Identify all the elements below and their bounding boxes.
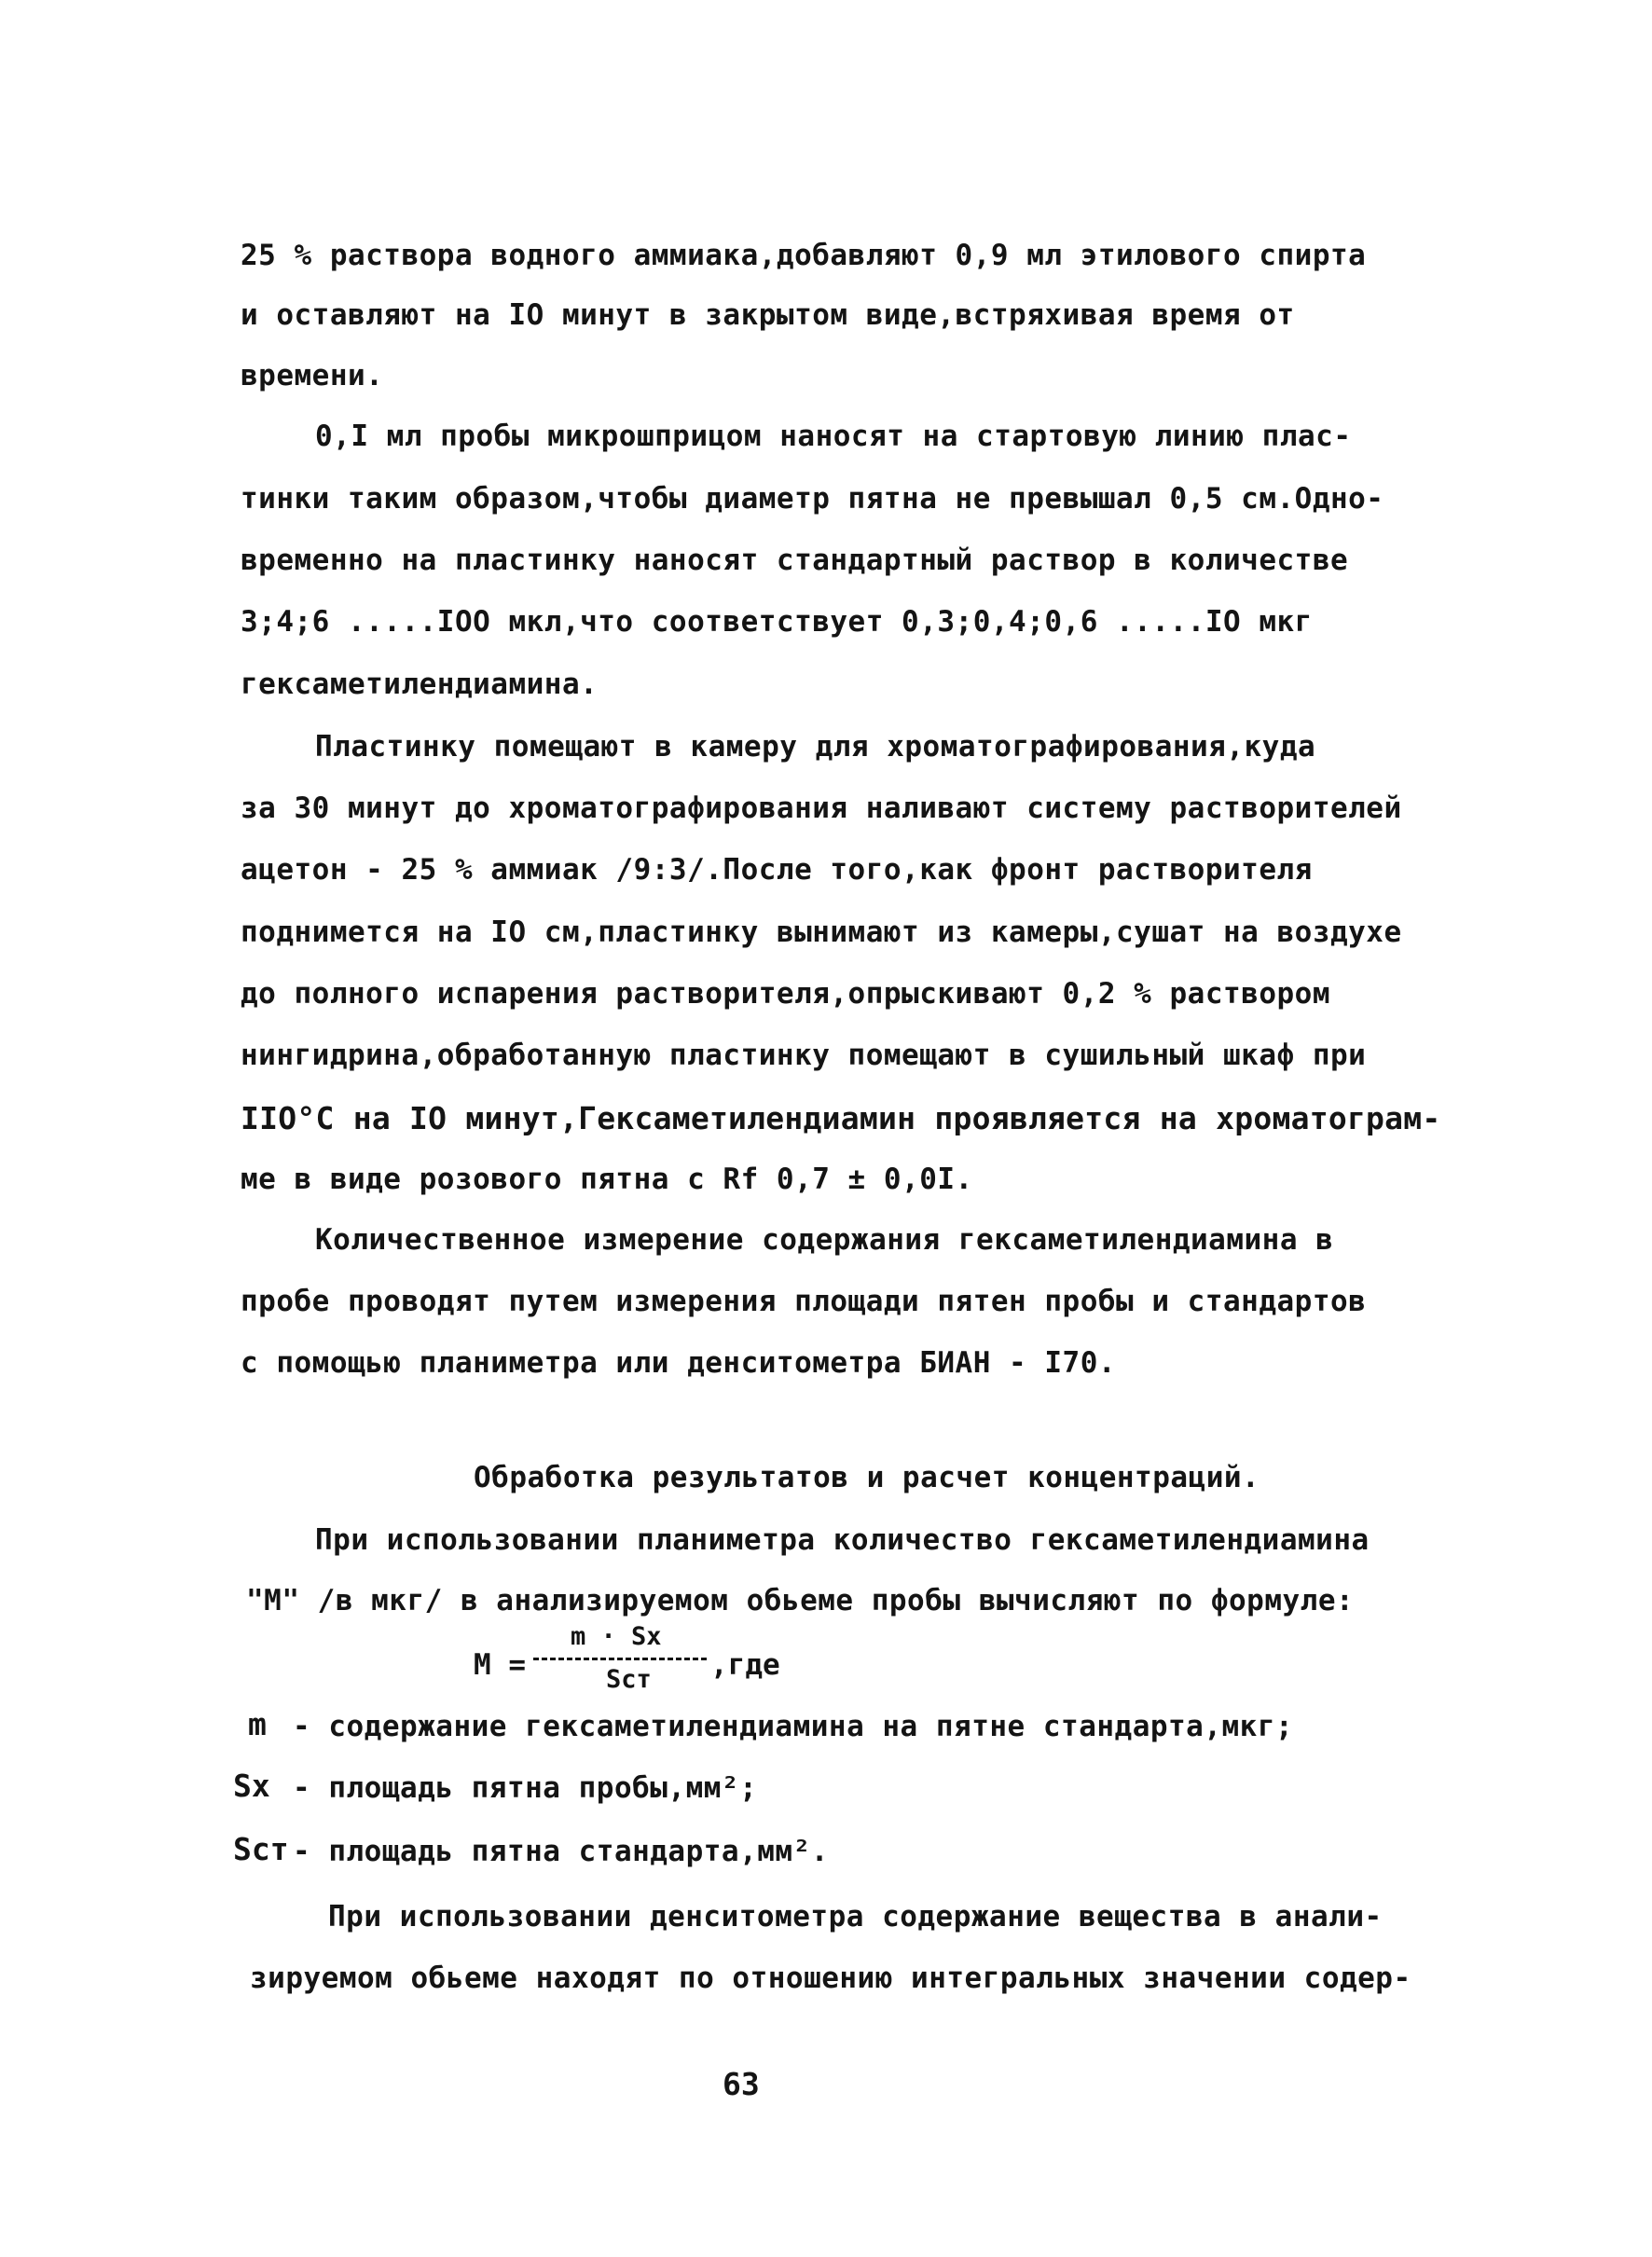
formula-denominator: Sст xyxy=(606,1665,652,1694)
legend-text-m: - содержание гексаметилендиамина на пятне стандарта,мкг; xyxy=(293,1710,1294,1743)
paragraph-2-line-2: тинки таким образом,чтобы диаметр пятна не превышал 0,5 см.Одно- xyxy=(241,482,1384,516)
paragraph-3-line-4: поднимется на IO см,пластинку вынимают из камеры,сушат на воздухе xyxy=(241,915,1402,949)
paragraph-6-line-2: зируемом обьеме находят по отношению интегральных значении содер- xyxy=(250,1961,1411,1995)
paragraph-3-line-7: IIO°C на IO минут,Гексаметилендиамин проявляется на хроматограм- xyxy=(241,1100,1441,1136)
paragraph-1-line-3: времени. xyxy=(241,359,384,392)
formula-fraction-bar xyxy=(533,1658,707,1660)
paragraph-3-line-3: ацетон - 25 % аммиак /9:3/.После того,как фронт растворителя xyxy=(241,853,1313,887)
page-number: 63 xyxy=(723,2066,760,2102)
legend-symbol-sst: Sст xyxy=(233,1831,289,1867)
paragraph-1-line-2: и оставляют на IO минут в закрытом виде,встряхивая время от xyxy=(241,298,1295,332)
paragraph-3-line-1: Пластинку помещают в камеру для хроматографирования,куда xyxy=(315,730,1316,764)
legend-symbol-sx: Sx xyxy=(233,1768,270,1804)
paragraph-2-line-3: временно на пластинку наносят стандартный раствор в количестве xyxy=(241,544,1349,577)
paragraph-3-line-8: ме в виде розового пятна с Rf 0,7 ± 0,0I. xyxy=(241,1163,973,1196)
paragraph-2-line-5: гексаметилендиамина. xyxy=(241,667,599,701)
paragraph-4-line-1: Количественное измерение содержания гексаметилендиамина в xyxy=(315,1223,1334,1257)
legend-symbol-m: m xyxy=(248,1706,267,1742)
paragraph-4-line-2: пробе проводят путем измерения площади пятен пробы и стандартов xyxy=(241,1285,1367,1318)
paragraph-5-line-2: "М" /в мкг/ в анализируемом обьеме пробы вычисляют по формуле: xyxy=(246,1584,1355,1617)
paragraph-5-line-1: При использовании планиметра количество гексаметилендиамина xyxy=(315,1523,1370,1557)
paragraph-3-line-2: за 30 минут до хроматографирования наливают систему растворителей xyxy=(241,791,1402,825)
legend-text-sst: - площадь пятна стандарта,мм². xyxy=(293,1835,829,1868)
paragraph-4-line-3: с помощью планиметра или денситометра БИАН - I70. xyxy=(241,1346,1117,1380)
paragraph-6-line-1: При использовании денситометра содержание вещества в анали- xyxy=(328,1900,1383,1934)
paragraph-3-line-5: до полного испарения растворителя,опрыскивают 0,2 % раствором xyxy=(241,977,1330,1011)
paragraph-2-line-1: 0,I мл пробы микрошприцом наносят на стартовую линию плас- xyxy=(315,420,1352,453)
paragraph-2-line-4: 3;4;6 .....IOO мкл,что соответствует 0,3;0,4;0,6 .....IO мкг xyxy=(241,605,1313,639)
legend-text-sx: - площадь пятна пробы,мм²; xyxy=(293,1771,758,1805)
formula-suffix: ,где xyxy=(710,1648,780,1682)
paragraph-1-line-1: 25 % раствора водного аммиака,добавляют 0,9 мл этилового спирта xyxy=(241,239,1367,272)
formula-numerator: m · Sx xyxy=(571,1622,662,1651)
section-title: Обработка результатов и расчет концентраций. xyxy=(474,1461,1260,1494)
formula-lhs: М = xyxy=(474,1648,526,1682)
paragraph-3-line-6: нингидрина,обработанную пластинку помещают в сушильный шкаф при xyxy=(241,1039,1367,1072)
